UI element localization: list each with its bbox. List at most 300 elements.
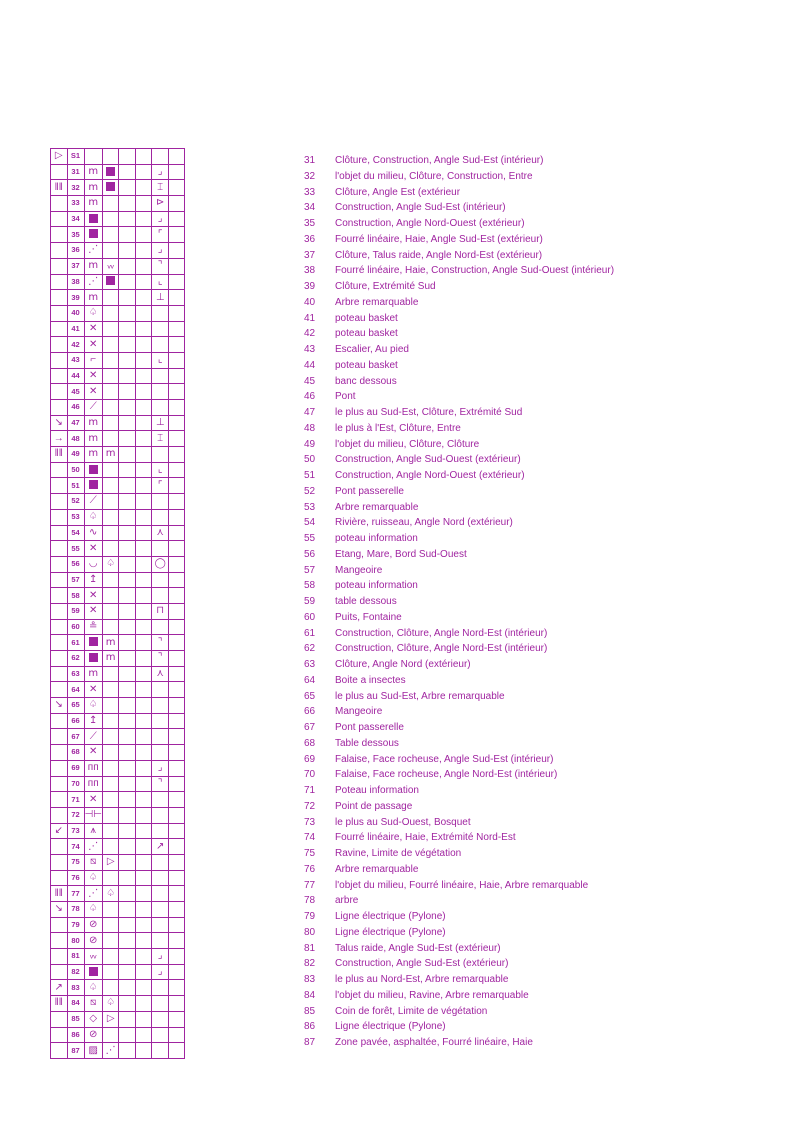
grid-cell (102, 949, 119, 965)
legend-number: 60 (304, 611, 316, 623)
grid-cell (119, 1011, 136, 1027)
grid-cell (102, 996, 119, 1012)
grid-cell (135, 917, 152, 933)
grid-cell (102, 1027, 119, 1043)
grid-cell (102, 337, 119, 353)
legend-number: 59 (304, 596, 316, 607)
grid-cell (168, 243, 185, 259)
grid-cell (168, 509, 185, 525)
grid-cell (152, 227, 169, 243)
grid-cell (84, 196, 102, 212)
square-icon (106, 167, 115, 176)
control-number: 43 (67, 352, 84, 368)
legend-text: poteau basket (335, 328, 398, 340)
control-number: 56 (67, 556, 84, 572)
grid-cell (135, 180, 152, 196)
legend-text: Escalier, Au pied (335, 344, 409, 355)
tree-icon: ♤ (88, 871, 98, 883)
grid-cell (84, 651, 102, 667)
legend-number: 74 (304, 832, 316, 844)
grid-cell (51, 337, 68, 353)
grid-cell (152, 964, 169, 980)
square-icon (89, 637, 98, 646)
legend-text: Construction, Clôture, Angle Nord-Est (intérieur) (335, 627, 548, 639)
grid-cell (135, 666, 152, 682)
control-number: 34 (67, 211, 84, 227)
grid-cell (152, 541, 169, 557)
grid-row (51, 447, 185, 463)
bridge-icon: ⟋ (89, 495, 97, 507)
legend-text: Table dessous (335, 737, 399, 749)
cross-icon: ✕ (89, 338, 98, 350)
grid-cell (119, 839, 136, 855)
middle-icon: ǁǁ (54, 997, 63, 1009)
grid-cell (168, 619, 185, 635)
control-number: 31 (67, 164, 84, 180)
grid-cell (168, 556, 185, 572)
grid-row (51, 572, 185, 588)
grid-cell (119, 149, 136, 165)
grid-cell (51, 290, 68, 306)
grid-cell (51, 635, 68, 651)
grid-cell (51, 164, 68, 180)
grid-row (51, 949, 185, 965)
grid-cell (51, 211, 68, 227)
grid-cell (102, 588, 119, 604)
grid-cell (51, 964, 68, 980)
legend-item (304, 279, 614, 295)
grid-cell (51, 792, 68, 808)
control-number: 57 (67, 572, 84, 588)
grid-cell (135, 933, 152, 949)
legend-number: 49 (304, 438, 316, 450)
grid-cell (152, 1011, 169, 1027)
grid-cell (84, 509, 102, 525)
legend-text: Fourré linéaire, Haie, Extrémité Nord-Est (335, 832, 516, 844)
grid-cell (84, 698, 102, 714)
grid-cell (51, 760, 68, 776)
legend-item (304, 720, 614, 736)
grid-cell (152, 305, 169, 321)
grid-cell (84, 917, 102, 933)
start-triangle-icon: ▷ (54, 150, 63, 162)
legend-text: Arbre remarquable (335, 863, 419, 875)
legend-item (304, 846, 614, 862)
grid-cell (102, 258, 119, 274)
grid-cell (135, 682, 152, 698)
grid-cell (135, 227, 152, 243)
grid-cell (168, 525, 185, 541)
grid-cell (119, 776, 136, 792)
grid-cell (152, 619, 169, 635)
grid-cell (84, 745, 102, 761)
square-icon (89, 229, 98, 238)
control-number: 32 (67, 180, 84, 196)
grid-cell (102, 525, 119, 541)
grid-cell (119, 556, 136, 572)
legend-item (304, 295, 614, 311)
grid-cell (168, 494, 185, 510)
grid-cell (102, 917, 119, 933)
grid-cell (135, 886, 152, 902)
veg-icon: ▷ (106, 1013, 115, 1025)
grid-cell (84, 352, 102, 368)
legend-number: 34 (304, 202, 316, 214)
grid-cell (135, 588, 152, 604)
grid-cell (152, 243, 169, 259)
grid-cell (84, 776, 102, 792)
legend-item (304, 547, 614, 563)
control-number: 70 (67, 776, 84, 792)
legend-item (304, 200, 614, 216)
grid-row (51, 290, 185, 306)
grid-cell (135, 352, 152, 368)
control-number: 44 (67, 368, 84, 384)
legend-number: 78 (304, 895, 316, 907)
grid-cell (51, 1043, 68, 1059)
grid-cell (84, 760, 102, 776)
grid-cell (51, 258, 68, 274)
grid-cell (168, 352, 185, 368)
grid-cell (102, 698, 119, 714)
grid-row (51, 917, 185, 933)
grid-cell (119, 494, 136, 510)
end-s-icon: ⊥ (155, 417, 165, 429)
legend-number: 40 (304, 296, 316, 308)
grid-cell (135, 258, 152, 274)
grid-row (51, 870, 185, 886)
legend-number: 42 (304, 328, 316, 340)
tree-icon: ♤ (88, 699, 98, 711)
legend-item (304, 893, 614, 909)
legend-item (304, 878, 614, 894)
grid-row (51, 164, 185, 180)
legend-text: poteau information (335, 580, 418, 592)
grid-cell (168, 149, 185, 165)
grid-cell (168, 635, 185, 651)
legend-item (304, 216, 614, 232)
hedge-icon: ⋰ (88, 275, 99, 287)
legend-item (304, 862, 614, 878)
control-number: 72 (67, 807, 84, 823)
grid-cell (119, 447, 136, 463)
grid-cell (119, 1027, 136, 1043)
legend-number: 81 (304, 942, 316, 954)
grid-cell (119, 682, 136, 698)
grid-cell (84, 713, 102, 729)
grid-cell (135, 384, 152, 400)
grid-cell (135, 854, 152, 870)
grid-cell (51, 666, 68, 682)
grid-cell (152, 651, 169, 667)
legend-text: Arbre remarquable (335, 296, 419, 308)
grid-cell (152, 337, 169, 353)
legend-item (304, 767, 614, 783)
grid-cell (102, 933, 119, 949)
grid-row (51, 682, 185, 698)
feeder-icon: ↥ (89, 573, 98, 585)
grid-row (51, 415, 185, 431)
grid-cell (119, 713, 136, 729)
paved-icon: ▨ (88, 1044, 98, 1056)
grid-cell (102, 211, 119, 227)
grid-cell (51, 807, 68, 823)
legend-number: 54 (304, 517, 316, 529)
grid-cell (168, 227, 185, 243)
grid-cell (135, 807, 152, 823)
grid-cell (168, 196, 185, 212)
grid-cell (152, 164, 169, 180)
control-number: 84 (67, 996, 84, 1012)
grid-cell (84, 305, 102, 321)
feeder-icon: ↥ (89, 715, 98, 727)
grid-cell (84, 337, 102, 353)
grid-row (51, 807, 185, 823)
legend-number: 38 (304, 265, 316, 277)
control-legend (304, 153, 614, 1051)
control-number: 52 (67, 494, 84, 510)
grid-cell (84, 1043, 102, 1059)
control-number: 58 (67, 588, 84, 604)
legend-item (304, 531, 614, 547)
end-s-icon: ⊥ (155, 291, 165, 303)
grid-cell (51, 729, 68, 745)
grid-cell (168, 917, 185, 933)
legend-number: 57 (304, 564, 316, 576)
grid-cell (84, 823, 102, 839)
grid-cell (102, 196, 119, 212)
grid-cell (168, 337, 185, 353)
hedge-icon: ⋰ (88, 887, 99, 899)
legend-number: 82 (304, 958, 316, 970)
hedge-icon: ⋰ (88, 840, 99, 852)
control-number: 82 (67, 964, 84, 980)
grid-cell (152, 384, 169, 400)
middle-icon: ǁǁ (54, 887, 63, 899)
e-icon: → (53, 432, 64, 444)
bridge-icon: ⟋ (89, 401, 97, 413)
control-number: 42 (67, 337, 84, 353)
grid-cell (168, 211, 185, 227)
grid-cell (168, 745, 185, 761)
grid-row (51, 760, 185, 776)
grid-cell (84, 729, 102, 745)
legend-number: 55 (304, 533, 316, 544)
control-icon: ⅿ (88, 668, 99, 680)
grid-cell (84, 933, 102, 949)
grid-cell (84, 588, 102, 604)
grid-cell (51, 431, 68, 447)
ravine-icon: ⧅ (90, 856, 97, 868)
grid-cell (168, 431, 185, 447)
tree-icon: ♤ (88, 511, 98, 523)
tree-icon: ♤ (106, 997, 116, 1009)
grid-cell (152, 886, 169, 902)
grid-cell (152, 729, 169, 745)
legend-item (304, 704, 614, 720)
legend-item (304, 185, 614, 201)
grid-cell (102, 509, 119, 525)
grid-cell (102, 666, 119, 682)
grid-cell (51, 509, 68, 525)
grid-cell (84, 227, 102, 243)
grid-cell (102, 792, 119, 808)
square-icon (89, 465, 98, 474)
grid-cell (84, 447, 102, 463)
grid-cell (84, 384, 102, 400)
legend-text: le plus à l'Est, Clôture, Entre (335, 422, 461, 434)
grid-cell (152, 698, 169, 714)
control-number: 83 (67, 980, 84, 996)
start-label: S1 (67, 149, 84, 165)
legend-number: 37 (304, 249, 316, 261)
control-number: 86 (67, 1027, 84, 1043)
legend-item (304, 437, 614, 453)
legend-text: poteau basket (335, 312, 398, 324)
grid-row (51, 556, 185, 572)
end-ne-icon: ↗ (155, 840, 165, 852)
legend-text: Falaise, Face rocheuse, Angle Nord-Est (intérieur) (335, 769, 558, 781)
tree-icon: ♤ (106, 887, 116, 899)
legend-item (304, 673, 614, 689)
grid-cell (119, 243, 136, 259)
legend-number: 80 (304, 926, 316, 938)
cross-icon: ✕ (89, 605, 98, 617)
grid-cell (51, 996, 68, 1012)
grid-cell (84, 431, 102, 447)
legend-text: l'objet du milieu, Ravine, Arbre remarquable (335, 989, 529, 1001)
grid-cell (84, 902, 102, 918)
control-icon: ⅿ (88, 417, 99, 429)
legend-number: 58 (304, 580, 316, 592)
grid-cell (119, 760, 136, 776)
grid-cell (51, 196, 68, 212)
control-number: 68 (67, 745, 84, 761)
grid-row (51, 352, 185, 368)
grid-cell (102, 494, 119, 510)
grid-cell (84, 1011, 102, 1027)
grid-cell (119, 870, 136, 886)
grid-cell (51, 776, 68, 792)
corner-se-out-icon: ⌟ (157, 950, 163, 962)
grid-cell (102, 462, 119, 478)
middle-icon: ǁǁ (54, 448, 63, 460)
corner-se-in-icon: ⌟ (157, 762, 163, 774)
grid-cell (168, 870, 185, 886)
grid-cell (135, 337, 152, 353)
legend-item (304, 263, 614, 279)
tree-icon: ♤ (88, 903, 98, 915)
grid-cell (119, 886, 136, 902)
legend-item (304, 484, 614, 500)
grid-row (51, 964, 185, 980)
grid-cell (119, 541, 136, 557)
legend-number: 68 (304, 737, 316, 749)
sw-icon: ↙ (54, 824, 63, 836)
middle-icon: ǁǁ (54, 181, 63, 193)
grid-cell (152, 290, 169, 306)
grid-row (51, 902, 185, 918)
grid-cell (135, 478, 152, 494)
grid-cell (51, 902, 68, 918)
grid-cell (84, 603, 102, 619)
legend-text: Clôture, Construction, Angle Sud-Est (intérieur) (335, 155, 544, 166)
cross-icon: ✕ (89, 793, 98, 805)
cross-icon: ✕ (89, 542, 98, 554)
grid-cell (135, 603, 152, 619)
grid-cell (51, 494, 68, 510)
cross-icon: ✕ (89, 322, 98, 334)
grid-cell (102, 776, 119, 792)
grid-cell (168, 949, 185, 965)
grid-cell (152, 902, 169, 918)
under-icon: ⊓ (156, 605, 165, 617)
grid-cell (168, 384, 185, 400)
corner-se-in-icon: ⌟ (157, 166, 163, 178)
legend-number: 44 (304, 359, 316, 371)
legend-item (304, 500, 614, 516)
grid-cell (51, 651, 68, 667)
grid-row (51, 321, 185, 337)
grid-cell (84, 258, 102, 274)
grid-cell (102, 352, 119, 368)
control-description-grid (50, 148, 185, 1059)
grid-cell (152, 1027, 169, 1043)
grid-cell (102, 1043, 119, 1059)
grid-row (51, 227, 185, 243)
grid-cell (84, 572, 102, 588)
grid-cell (168, 792, 185, 808)
legend-text: Fourré linéaire, Haie, Angle Sud-Est (extérieur) (335, 233, 543, 245)
pond-icon: ◡ (88, 558, 98, 570)
grid-row (51, 776, 185, 792)
grid-cell (119, 698, 136, 714)
grid-cell (119, 415, 136, 431)
grid-cell (51, 713, 68, 729)
grid-cell (135, 149, 152, 165)
control-number: 40 (67, 305, 84, 321)
corner-e-out-icon: ⊳ (155, 197, 165, 209)
grid-cell (135, 902, 152, 918)
legend-number: 83 (304, 974, 316, 985)
cross-icon: ✕ (89, 746, 98, 758)
grid-cell (119, 196, 136, 212)
grid-cell (168, 258, 185, 274)
legend-text: poteau basket (335, 359, 398, 371)
grid-cell (168, 478, 185, 494)
legend-item (304, 468, 614, 484)
grid-cell (84, 635, 102, 651)
grid-cell (84, 290, 102, 306)
control-number: 41 (67, 321, 84, 337)
grid-cell (102, 729, 119, 745)
grid-cell (152, 603, 169, 619)
legend-text: Coin de forêt, Limite de végétation (335, 1005, 488, 1017)
grid-cell (51, 870, 68, 886)
grid-cell (84, 666, 102, 682)
grid-cell (102, 149, 119, 165)
legend-text: Construction, Clôture, Angle Nord-Est (intérieur) (335, 643, 548, 655)
grid-cell (119, 478, 136, 494)
grid-cell (135, 745, 152, 761)
legend-text: Construction, Angle Nord-Ouest (extérieur) (335, 218, 525, 229)
grid-cell (168, 760, 185, 776)
cross-icon: ✕ (89, 589, 98, 601)
legend-number: 87 (304, 1037, 316, 1048)
grid-cell (135, 196, 152, 212)
corner-se-out-icon: ⌟ (157, 244, 163, 256)
grid-cell (135, 698, 152, 714)
